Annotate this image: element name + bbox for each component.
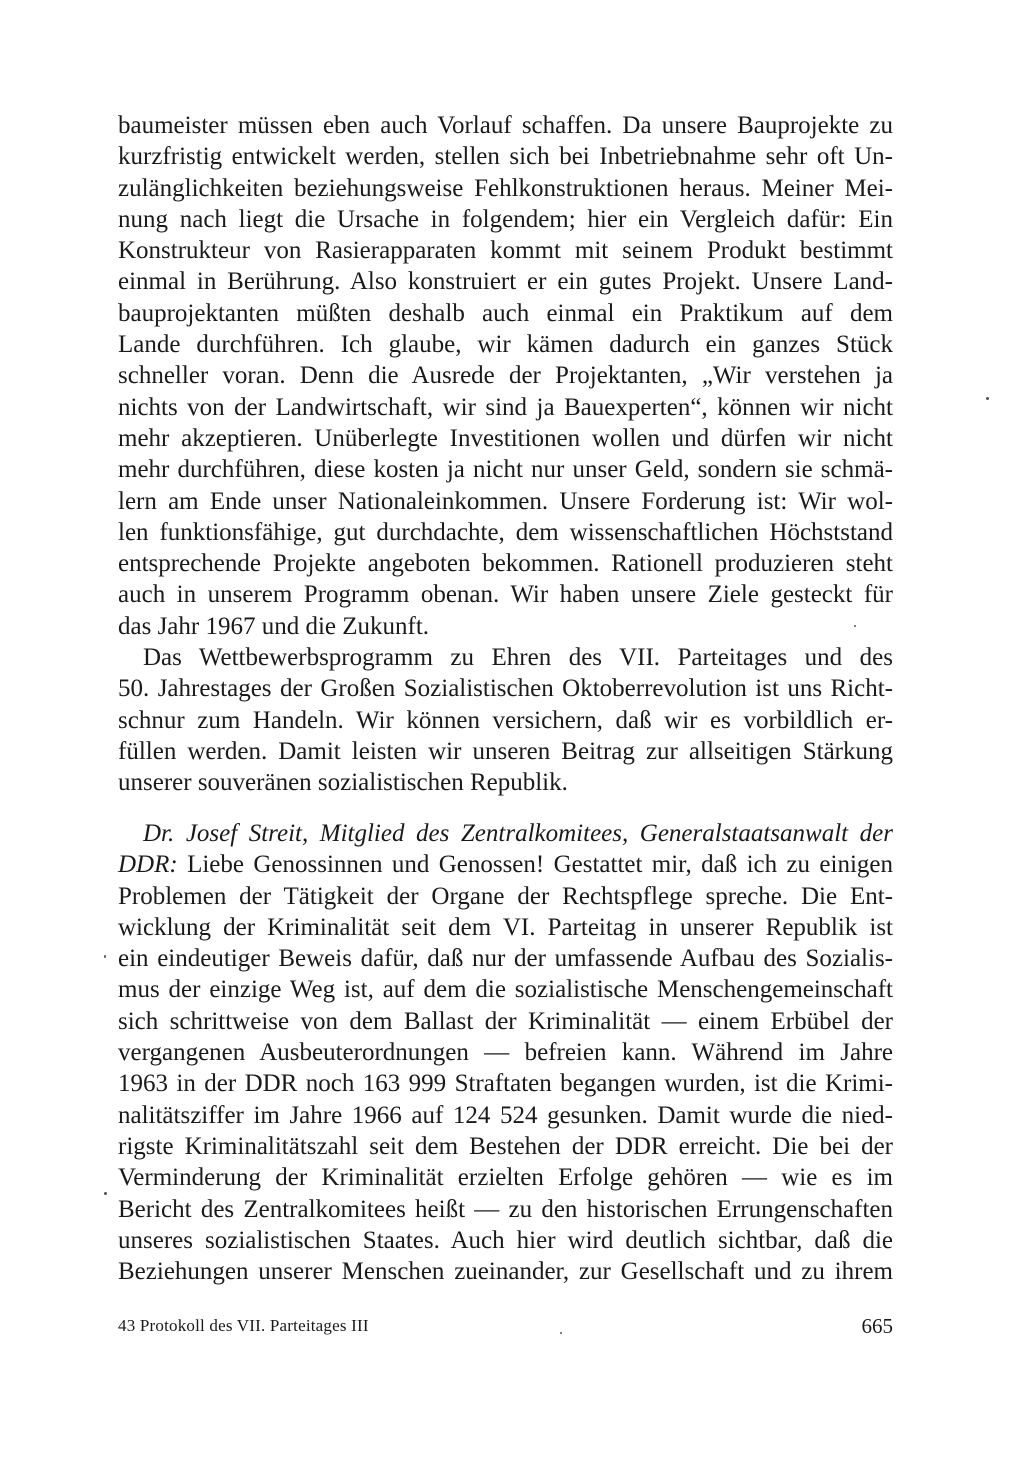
text-line: bauprojektanten müßten deshalb auch einmal ein Praktikum auf dem [118,299,893,327]
text-line: nalitätsziffer im Jahre 1966 auf 124 524 gesunken. Damit wurde die nied- [118,1101,893,1129]
text-line: entsprechende Projekte angeboten bekommen. Rationell produzieren steht [118,550,893,578]
text-line: ein eindeutiger Beweis dafür, daß nur der umfassende Aufbau des Sozialis- [118,945,893,973]
text-line: das Jahr 1967 und die Zukunft. [118,612,430,640]
speaker-line: Dr. Josef Streit, Mitglied des Zentralkomitees, Generalstaatsanwalt der [143,820,893,847]
text-line: unserer souveränen sozialistischen Republik. [118,769,568,797]
text-line: 50. Jahrestages der Großen Sozialistischen Oktoberrevolution ist uns Richt- [118,675,893,703]
text-line: schnur zum Handeln. Wir können versichern, daß wir es vorbildlich er- [118,706,893,734]
text-line: schneller voran. Denn die Ausrede der Projektanten, „Wir verstehen ja [118,362,893,390]
text-line: wicklung der Kriminalität seit dem VI. Parteitag in unserer Republik ist [118,913,893,941]
text-line: Das Wettbewerbsprogramm zu Ehren des VII. Parteitages und des [143,644,893,672]
text-line: Verminderung der Kriminalität erzielten Erfolge gehören — wie es im [118,1164,893,1192]
speech-opening: Liebe Genossinnen und Genossen! Gestattet mir, daß ich zu einigen [177,851,893,879]
text-line: nung nach liegt die Ursache in folgendem; hier ein Vergleich dafür: Ein [118,205,893,233]
speaker-suffix: DDR: [118,851,178,879]
text-line: füllen werden. Damit leisten wir unseren Beitrag zur allseitigen Stärkung [118,737,893,765]
text-line: Problemen der Tätigkeit der Organe der Rechtspflege spreche. Die Ent- [118,882,893,910]
text-line: Beziehungen unserer Menschen zueinander, zur Gesellschaft und zu ihrem [118,1258,893,1286]
text-line: 1963 in der DDR noch 163 999 Straftaten begangen wurden, ist die Krimi- [118,1070,893,1098]
text-line: vergangenen Ausbeuterordnungen — befreien kann. Während im Jahre [118,1039,893,1067]
scan-speck [854,625,856,627]
page-number: 665 [861,1314,893,1338]
text-line: mus der einzige Weg ist, auf dem die sozialistische Menschengemeinschaft [118,976,893,1004]
body-text-speech [118,818,893,1287]
text-line: lern am Ende unser Nationaleinkommen. Unsere Forderung ist: Wir wol- [118,487,893,515]
text-line: mehr akzeptieren. Unüberlegte Investitionen wollen und dürfen wir nicht [118,424,893,452]
page-footer [118,1311,893,1341]
text-line: rigste Kriminalitätszahl seit dem Bestehen der DDR erreicht. Die bei der [118,1132,893,1160]
paragraph [118,110,893,642]
scan-speck [986,397,989,400]
text-line: auch in unserem Programm obenan. Wir haben unsere Ziele gesteckt für [118,581,893,609]
text-line: Lande durchführen. Ich glaube, wir kämen dadurch ein ganzes Stück [118,331,893,359]
text-line [118,849,893,880]
text-line: mehr durchführen, diese kosten ja nicht nur unser Geld, sondern sie schmä- [118,456,893,484]
scan-speck [104,955,106,958]
text-line: len funktionsfähige, gut durchdachte, dem wissenschaftlichen Höchststand [118,518,893,546]
text-line: einmal in Berührung. Also konstruiert er ein gutes Projekt. Unsere Land- [118,268,893,296]
text-line: kurzfristig entwickelt werden, stellen sich bei Inbetriebnahme sehr oft Un- [118,143,893,171]
text-line: zulänglichkeiten beziehungsweise Fehlkonstruktionen heraus. Meiner Mei- [118,174,893,202]
text-line: unseres sozialistischen Staates. Auch hier wird deutlich sichtbar, daß die [118,1226,893,1254]
scan-speck [560,1332,562,1334]
text-line: baumeister müssen eben auch Vorlauf schaffen. Da unsere Bauprojekte zu [118,112,893,139]
text-line: nichts von der Landwirtschaft, wir sind ja Bauexperten“, können wir nicht [118,393,893,421]
paragraph [118,642,893,798]
printer-signature: 43 Protokoll des VII. Parteitages III [118,1316,369,1335]
text-line: sich schrittweise von dem Ballast der Kriminalität — einem Erbübel der [118,1007,893,1035]
body-text-upper [118,110,893,799]
text-line: Konstrukteur von Rasierapparaten kommt mit seinem Produkt bestimmt [118,237,893,265]
scan-speck [104,1192,107,1195]
text-line: Bericht des Zentralkomitees heißt — zu den historischen Errungenschaften [118,1195,893,1223]
